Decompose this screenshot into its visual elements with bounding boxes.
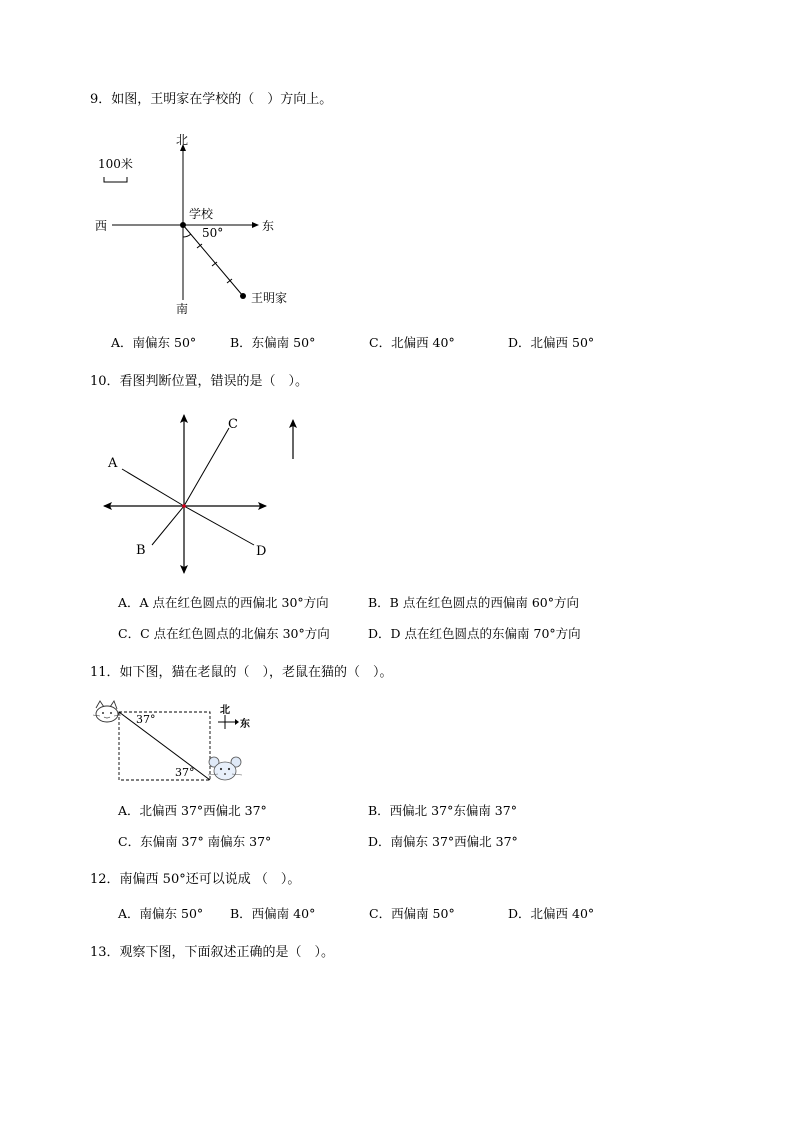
q10-label-d: D (256, 544, 267, 559)
q9-west-label: 西 (95, 219, 108, 233)
q9-stem: 9．如图，王明家在学校的（ ）方向上。 (90, 92, 333, 107)
q11-north-label: 北 (220, 705, 230, 716)
q9-school-label: 学校 (189, 207, 214, 221)
q11-angle-top: 37° (136, 713, 156, 726)
q9-option-d[interactable]: D．北偏西 50° (508, 335, 595, 350)
q10-label-a: A (108, 456, 118, 471)
q12-option-b[interactable]: B．西偏南 40° (230, 906, 316, 921)
q9-north-label: 北 (176, 133, 189, 147)
q9-option-a[interactable]: A．南偏东 50° (111, 335, 197, 350)
q10-option-a[interactable]: A．A 点在红色圆点的西偏北 30°方向 (118, 595, 329, 610)
q11-stem: 11．如下图，猫在老鼠的（ ），老鼠在猫的（ ）。 (90, 665, 393, 680)
mouse-icon (208, 757, 242, 780)
q9-south-label: 南 (176, 302, 189, 316)
q11-diagonal (119, 712, 210, 780)
q10-option-b[interactable]: B．B 点在红色圆点的西偏南 60°方向 (368, 595, 579, 610)
q12-stem: 12．南偏西 50°还可以说成 （ ）。 (90, 872, 301, 887)
q12-option-d[interactable]: D．北偏西 40° (508, 906, 595, 921)
q11-option-a[interactable]: A．北偏西 37°西偏北 37° (118, 803, 267, 818)
q11-angle-bottom: 37° (175, 766, 195, 779)
q9-option-c[interactable]: C．北偏西 40° (369, 335, 455, 350)
q13-stem: 13．观察下图，下面叙述正确的是（ ）。 (90, 945, 335, 960)
q11-east-label: 东 (240, 719, 250, 730)
q9-angle-label: 50° (202, 226, 224, 240)
q9-home-label: 王明家 (251, 291, 288, 305)
q10-label-b: B (136, 543, 146, 558)
q9-option-b[interactable]: B．东偏南 50° (230, 335, 316, 350)
cat-icon (93, 701, 121, 722)
q12-option-c[interactable]: C．西偏南 50° (369, 906, 455, 921)
q10-label-c: C (228, 417, 238, 432)
q9-east-label: 东 (262, 219, 275, 233)
q10-stem: 10．看图判断位置，错误的是（ ）。 (90, 374, 309, 389)
q11-option-b[interactable]: B．西偏北 37°东偏南 37° (368, 803, 517, 818)
q9-scale-label: 100米 (98, 157, 133, 171)
q12-option-a[interactable]: A．南偏东 50° (118, 906, 204, 921)
q10-option-c[interactable]: C．C 点在红色圆点的北偏东 30°方向 (118, 626, 330, 641)
q11-option-c[interactable]: C．东偏南 37° 南偏东 37° (118, 834, 272, 849)
q11-option-d[interactable]: D．南偏东 37°西偏北 37° (368, 834, 518, 849)
q10-option-d[interactable]: D．D 点在红色圆点的东偏南 70°方向 (368, 626, 581, 641)
